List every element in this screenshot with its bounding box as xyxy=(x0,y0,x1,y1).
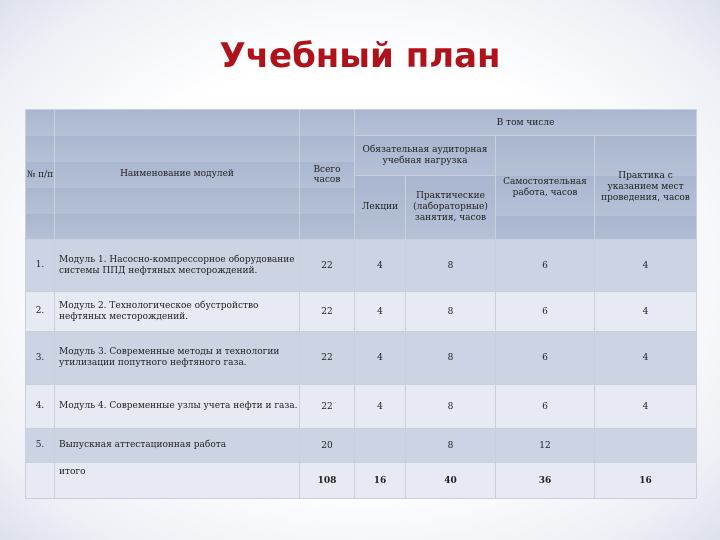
header-including: В том числе xyxy=(355,110,697,136)
header-name: Наименование модулей xyxy=(55,110,300,240)
totals-lectures: 16 xyxy=(355,463,406,499)
row-practical: 8 xyxy=(406,332,496,385)
curriculum-table xyxy=(25,109,697,499)
row-name: Модуль 2. Технологическое обустройство нефтяных месторождений. xyxy=(55,292,300,332)
header-practice: Практика с указанием мест проведения, часов xyxy=(595,136,697,240)
table-row xyxy=(26,385,697,429)
row-name: Модуль 4. Современные узлы учета нефти и газа. xyxy=(55,385,300,429)
row-lectures: 4 xyxy=(355,240,406,292)
row-practice: 4 xyxy=(595,385,697,429)
header-lectures: Лекции xyxy=(355,176,406,240)
totals-total: 108 xyxy=(300,463,355,499)
totals-num xyxy=(26,463,55,499)
row-num: 5. xyxy=(26,429,55,463)
row-name: Выпускная аттестационная работа xyxy=(55,429,300,463)
page-title: Учебный план xyxy=(219,36,501,76)
row-num: 4. xyxy=(26,385,55,429)
totals-row xyxy=(26,463,697,499)
row-total: 20 xyxy=(300,429,355,463)
totals-practice: 16 xyxy=(595,463,697,499)
row-total: 22 xyxy=(300,240,355,292)
row-lectures xyxy=(355,429,406,463)
table-row xyxy=(26,332,697,385)
header-total: Всего часов xyxy=(300,110,355,240)
row-name: Модуль 3. Современные методы и технологии утилизации попутного нефтяного газа. xyxy=(55,332,300,385)
row-practice: 4 xyxy=(595,240,697,292)
row-num: 3. xyxy=(26,332,55,385)
row-independent: 6 xyxy=(496,332,595,385)
row-practical: 8 xyxy=(406,385,496,429)
row-practical: 8 xyxy=(406,240,496,292)
row-independent: 12 xyxy=(496,429,595,463)
row-independent: 6 xyxy=(496,240,595,292)
row-practice: 4 xyxy=(595,292,697,332)
row-practice xyxy=(595,429,697,463)
table-row xyxy=(26,292,697,332)
row-total: 22 xyxy=(300,385,355,429)
header-independent: Самостоятельная работа, часов xyxy=(496,136,595,240)
row-practice: 4 xyxy=(595,332,697,385)
row-independent: 6 xyxy=(496,385,595,429)
row-total: 22 xyxy=(300,332,355,385)
header-num: № п/п xyxy=(26,110,55,240)
row-practical: 8 xyxy=(406,429,496,463)
totals-label: итого xyxy=(55,463,300,499)
table-row xyxy=(26,240,697,292)
totals-practical: 40 xyxy=(406,463,496,499)
row-name: Модуль 1. Насосно-компрессорное оборудование системы ППД нефтяных месторождений. xyxy=(55,240,300,292)
row-independent: 6 xyxy=(496,292,595,332)
row-num: 2. xyxy=(26,292,55,332)
row-lectures: 4 xyxy=(355,385,406,429)
totals-independent: 36 xyxy=(496,463,595,499)
header-mandatory: Обязательная аудиторная учебная нагрузка xyxy=(355,136,496,176)
row-num: 1. xyxy=(26,240,55,292)
table-row xyxy=(26,429,697,463)
row-lectures: 4 xyxy=(355,292,406,332)
header-practical: Практические (лабораторные) занятия, часов xyxy=(406,176,496,240)
row-lectures: 4 xyxy=(355,332,406,385)
row-total: 22 xyxy=(300,292,355,332)
row-practical: 8 xyxy=(406,292,496,332)
